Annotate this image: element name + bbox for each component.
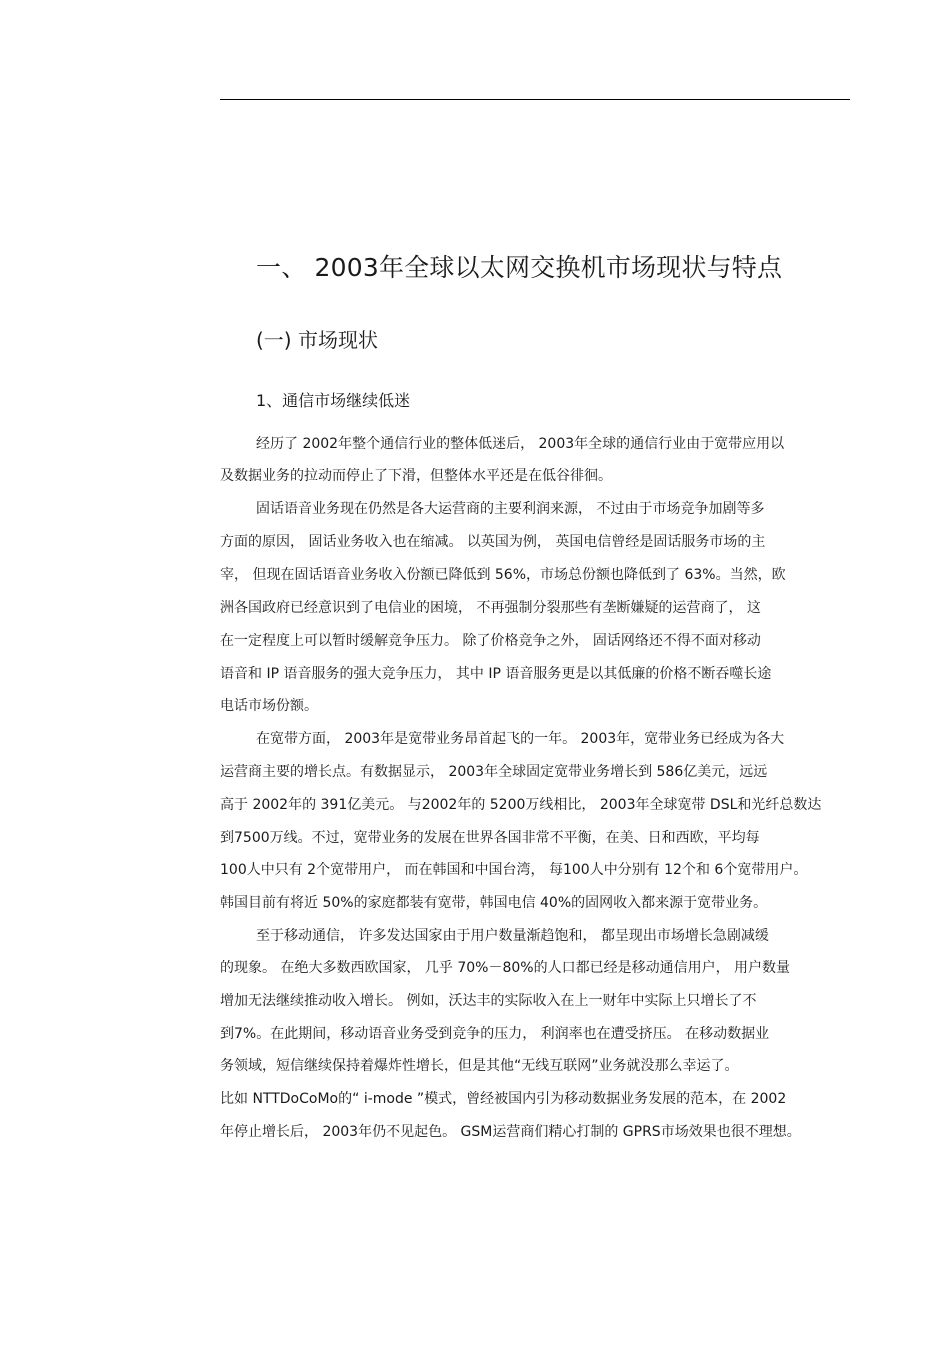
text-line: 到7%。在此期间，移动语音业务受到竞争的压力， 利润率也在遭受挤压。 在移动数据业 (220, 1026, 770, 1042)
text-line: 电话市场份额。 (220, 698, 318, 714)
text-line: 高于 2002年的 391亿美元。 与2002年的 5200万线相比， 2003年全球宽带 DSL和光纤总数达 (220, 797, 822, 813)
text-line: 语音和 IP 语音服务的强大竞争压力， 其中 IP 语音服务更是以其低廉的价格不断吞噬长途 (220, 666, 772, 682)
text-line: 至于移动通信， 许多发达国家由于用户数量渐趋饱和， 都呈现出市场增长急剧减缓 (256, 928, 769, 944)
text-line: 韩国目前有将近 50%的家庭都装有宽带，韩国电信 40%的固网收入都来源于宽带业务。 (220, 895, 768, 911)
header-rule (220, 99, 850, 100)
section-heading: (一) 市场现状 (256, 328, 378, 352)
text-line: 增加无法继续推动收入增长。 例如，沃达丰的实际收入在上一财年中实际上只增长了不 (220, 993, 757, 1009)
text-line: 运营商主要的增长点。有数据显示， 2003年全球固定宽带业务增长到 586亿美元，远远 (220, 764, 768, 780)
text-line: 宰， 但现在固话语音业务收入份额已降低到 56%，市场总份额也降低到了 63%。当然，欧 (220, 567, 786, 583)
text-line: 100人中只有 2个宽带用户， 而在韩国和中国台湾， 每100人中分别有 12个和 6个宽带用户。 (220, 862, 808, 878)
text-line: 务领域，短信继续保持着爆炸性增长，但是其他“无线互联网”业务就没那么幸运了。 (220, 1058, 739, 1074)
text-line: 固话语音业务现在仍然是各大运营商的主要利润来源， 不过由于市场竞争加剧等多 (256, 501, 765, 517)
text-line: 在宽带方面， 2003年是宽带业务昂首起飞的一年。 2003年，宽带业务已经成为各大 (256, 731, 785, 747)
text-line: 的现象。 在绝大多数西欧国家， 几乎 70%－80%的人口都已经是移动通信用户， 用户数量 (220, 960, 791, 976)
text-line: 洲各国政府已经意识到了电信业的困境， 不再强制分裂那些有垄断嫌疑的运营商了， 这 (220, 600, 761, 616)
text-line: 年停止增长后， 2003年仍不见起色。 GSM运营商们精心打制的 GPRS市场效果也很不理想。 (220, 1124, 801, 1140)
chapter-heading: 一、 2003年全球以太网交换机市场现状与特点 (256, 253, 783, 282)
text-line: 方面的原因， 固话业务收入也在缩减。 以英国为例， 英国电信曾经是固话服务市场的主 (220, 534, 766, 550)
subsection-heading: 1、通信市场继续低迷 (256, 391, 411, 410)
text-line: 到7500万线。不过，宽带业务的发展在世界各国非常不平衡，在美、日和西欧，平均每 (220, 830, 760, 846)
text-line: 在一定程度上可以暂时缓解竞争压力。 除了价格竞争之外， 固话网络还不得不面对移动 (220, 633, 761, 649)
text-line: 及数据业务的拉动而停止了下滑，但整体水平还是在低谷徘徊。 (220, 468, 612, 484)
text-line: 比如 NTTDoCoMo的“ i-mode ”模式，曾经被国内引为移动数据业务发展的范本，在 2002 (220, 1091, 787, 1107)
text-line: 经历了 2002年整个通信行业的整体低迷后， 2003年全球的通信行业由于宽带应用以 (256, 436, 785, 452)
